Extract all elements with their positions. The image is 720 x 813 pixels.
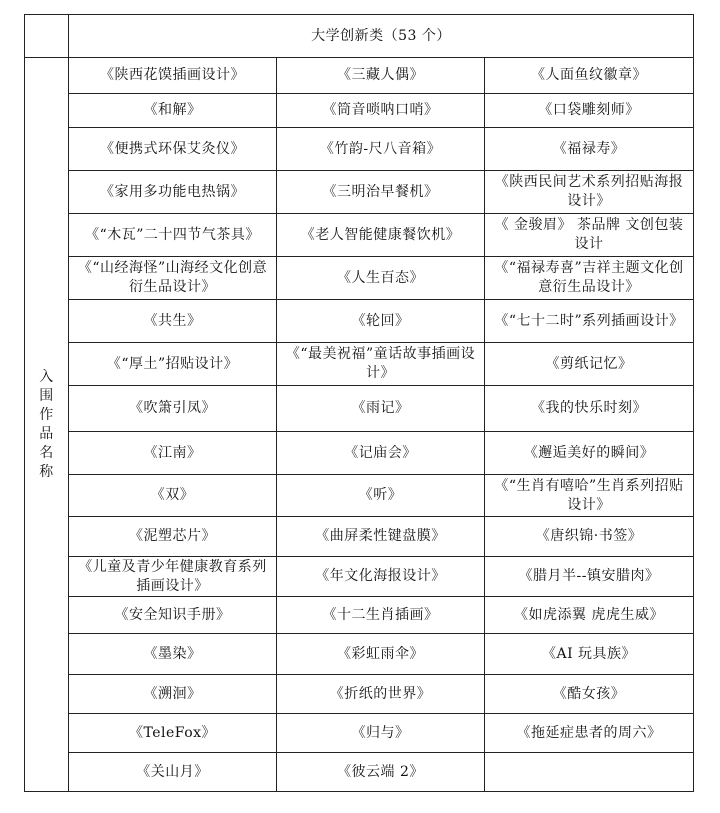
table-row — [25, 94, 694, 128]
table-row — [25, 597, 694, 634]
entry-title: 《老人智能健康餐饮机》 — [277, 214, 485, 257]
table-row — [25, 432, 694, 475]
entry-title: 《便携式环保艾灸仪》 — [69, 128, 277, 171]
table-row — [25, 300, 694, 343]
entry-title: 《关山月》 — [69, 753, 277, 792]
empty-cell — [485, 753, 694, 792]
table-row — [25, 214, 694, 257]
entry-title: 《溯洄》 — [69, 675, 277, 714]
entry-title: 《轮回》 — [277, 300, 485, 343]
entry-title: 《双》 — [69, 475, 277, 517]
entry-title: 《“厚土”招贴设计》 — [69, 343, 277, 386]
side-label: 入围作品名称 — [39, 368, 54, 480]
table-row — [25, 171, 694, 214]
entry-title: 《 金骏眉》 茶品牌 文创包装设计 — [485, 214, 694, 257]
entry-title: 《曲屏柔性键盘膜》 — [277, 517, 485, 557]
entry-title: 《剪纸记忆》 — [485, 343, 694, 386]
entry-title: 《雨记》 — [277, 386, 485, 432]
entry-title: 《人面鱼纹徽章》 — [485, 58, 694, 94]
entry-title: 《福禄寿》 — [485, 128, 694, 171]
entry-title: 《和解》 — [69, 94, 277, 128]
table-row — [25, 753, 694, 792]
entry-title: 《筒音唢呐口哨》 — [277, 94, 485, 128]
title-row — [25, 15, 694, 58]
entry-title: 《“木瓦”二十四节气茶具》 — [69, 214, 277, 257]
entry-title: 《十二生肖插画》 — [277, 597, 485, 634]
entry-title: 《“七十二时”系列插画设计》 — [485, 300, 694, 343]
entry-title: 《折纸的世界》 — [277, 675, 485, 714]
entry-title: 《竹韵-尺八音箱》 — [277, 128, 485, 171]
entry-title: 《三明治早餐机》 — [277, 171, 485, 214]
entry-title: 《泥塑芯片》 — [69, 517, 277, 557]
entry-title: 《陕西花馍插画设计》 — [69, 58, 277, 94]
entry-title: 《吹箫引凤》 — [69, 386, 277, 432]
entry-title: 《安全知识手册》 — [69, 597, 277, 634]
table-row — [25, 714, 694, 753]
entry-title: 《儿童及青少年健康教育系列插画设计》 — [69, 557, 277, 597]
entry-title: 《听》 — [277, 475, 485, 517]
entry-title: 《陕西民间艺术系列招贴海报设计》 — [485, 171, 694, 214]
entry-title: 《如虎添翼 虎虎生威》 — [485, 597, 694, 634]
entry-title: 《人生百态》 — [277, 257, 485, 300]
corner-cell — [25, 15, 69, 58]
entry-title: 《酷女孩》 — [485, 675, 694, 714]
entry-title: 《“山经海怪”山海经文化创意衍生品设计》 — [69, 257, 277, 300]
table-row — [25, 128, 694, 171]
entry-title: 《唐织锦·书签》 — [485, 517, 694, 557]
entry-title: 《“生肖有嘻哈”生肖系列招贴设计》 — [485, 475, 694, 517]
table-row — [25, 58, 694, 94]
entry-title: 《拖延症患者的周六》 — [485, 714, 694, 753]
table-row — [25, 675, 694, 714]
entry-title: 《“福禄寿喜”吉祥主题文化创意衍生品设计》 — [485, 257, 694, 300]
table-row — [25, 257, 694, 300]
entry-title: 《TeleFox》 — [69, 714, 277, 753]
table-row — [25, 343, 694, 386]
entry-title: 《江南》 — [69, 432, 277, 475]
entry-title: 《墨染》 — [69, 634, 277, 675]
entry-title: 《共生》 — [69, 300, 277, 343]
table-row — [25, 634, 694, 675]
entry-title: 《年文化海报设计》 — [277, 557, 485, 597]
entry-title: 《彩虹雨伞》 — [277, 634, 485, 675]
entry-title: 《我的快乐时刻》 — [485, 386, 694, 432]
table-row — [25, 475, 694, 517]
table-row — [25, 557, 694, 597]
entry-title: 《邂逅美好的瞬间》 — [485, 432, 694, 475]
table-row — [25, 386, 694, 432]
entry-title: 《记庙会》 — [277, 432, 485, 475]
entry-title: 《口袋雕刻师》 — [485, 94, 694, 128]
entry-title: 《腊月半--镇安腊肉》 — [485, 557, 694, 597]
entry-title: 《AI 玩具族》 — [485, 634, 694, 675]
table-row — [25, 517, 694, 557]
entry-title: 《三藏人偶》 — [277, 58, 485, 94]
entry-title: 《归与》 — [277, 714, 485, 753]
side-label-cell — [25, 58, 69, 792]
entry-title: 《“最美祝福”童话故事插画设计》 — [277, 343, 485, 386]
page-title: 大学创新类（53 个） — [69, 15, 694, 58]
entry-title: 《家用多功能电热锅》 — [69, 171, 277, 214]
entry-title: 《彼云端 2》 — [277, 753, 485, 792]
entries-table — [24, 14, 694, 792]
